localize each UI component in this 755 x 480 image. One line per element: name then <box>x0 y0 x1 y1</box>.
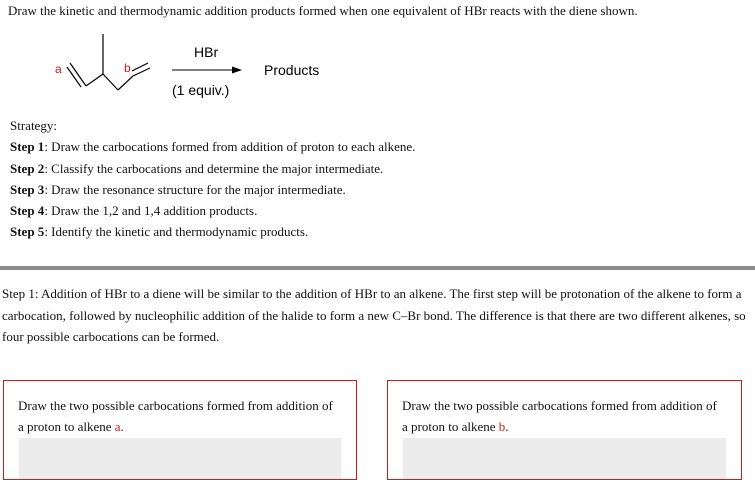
strategy-section <box>10 115 415 243</box>
strategy-step: Step 2: Classify the carbocations and determine the major intermediate. <box>10 160 384 176</box>
strategy-step: Step 5: Identify the kinetic and thermodynamic products. <box>10 224 309 240</box>
diene-structure <box>67 34 150 90</box>
bond-c1 <box>86 74 103 86</box>
step1-explanation: Step 1: Addition of HBr to a diene will be similar to the addition of HBr to an alkene. The first step will be protonation of the alkene to form a carbocation, followed by nucleophilic addition of the halide to form a new C–Br bond. The difference is that there are two different alkenes, so four possible carbocations can be formed. <box>2 286 746 344</box>
bond-c3 <box>118 76 133 90</box>
strategy-step: Step 3: Draw the resonance structure for the major intermediate. <box>10 181 346 197</box>
drawing-area-b[interactable] <box>403 438 726 479</box>
strategy-heading: Strategy: <box>10 118 57 133</box>
reaction-scheme <box>0 30 340 110</box>
alkene-label-a: a <box>55 62 62 76</box>
arrow-head <box>232 67 242 74</box>
panel-b-prompt: Draw the two possible carbocations formed from addition of a proton to alkene b. <box>402 398 717 434</box>
products-label: Products <box>264 62 320 78</box>
question-text: Draw the kinetic and thermodynamic addition products formed when one equivalent of HBr reacts with the diene shown. <box>8 3 638 18</box>
alkene-b-ref: b <box>498 418 506 434</box>
answer-panel-a <box>3 380 357 480</box>
condition-label: (1 equiv.) <box>172 82 230 98</box>
drawing-area-a[interactable] <box>19 438 341 479</box>
bond-a-2 <box>67 67 81 87</box>
panel-a-prompt: Draw the two possible carbocations formed from addition of a proton to alkene a. <box>18 398 333 434</box>
section-divider <box>0 266 755 270</box>
bond-c2 <box>103 74 118 90</box>
answer-panel-b <box>387 380 742 480</box>
alkene-a-ref: a <box>114 418 121 434</box>
alkene-label-b: b <box>124 61 131 75</box>
strategy-step: Step 1: Draw the carbocations formed from addition of proton to each alkene. <box>10 139 416 155</box>
reagent-label: HBr <box>194 44 219 60</box>
strategy-step: Step 4: Draw the 1,2 and 1,4 addition products. <box>10 203 258 219</box>
